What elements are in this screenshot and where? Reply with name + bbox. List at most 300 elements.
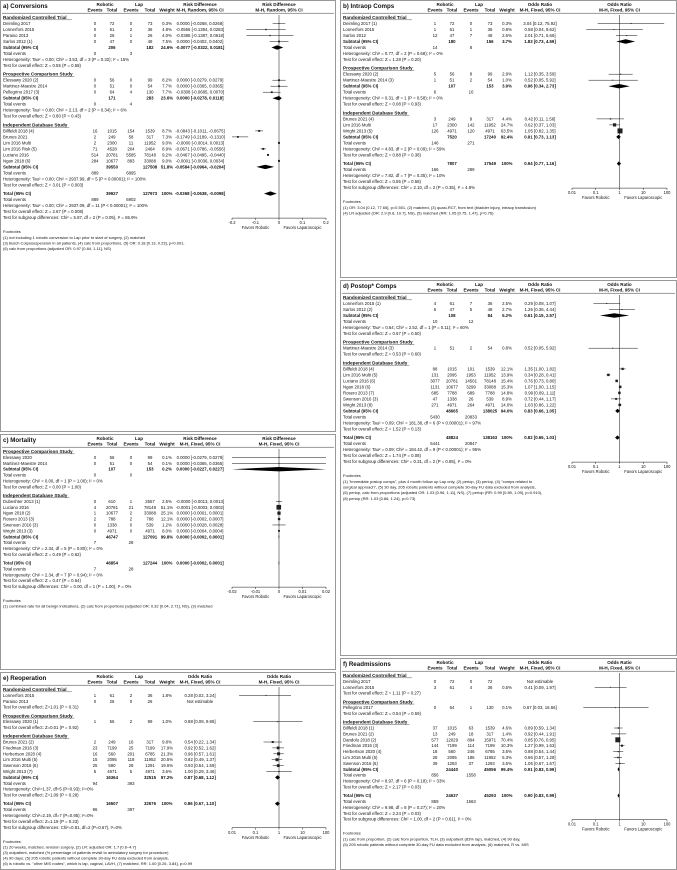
robotic-events: 1131: [430, 384, 440, 390]
robotic-events: 131: [431, 372, 439, 378]
lap-total: 6785: [485, 749, 495, 755]
study-label: Dandolu 2018 (2): [343, 737, 377, 743]
total-events-label: Total events: [3, 170, 26, 176]
point-estimate-square: [615, 380, 618, 383]
study-label: Rosero 2013 (3): [3, 516, 35, 522]
subgroup-heading: Randomized Controlled Trial: [343, 15, 407, 20]
robotic-events: 271: [431, 402, 439, 408]
study-weight: 14.8%: [500, 390, 514, 396]
lap-events: 883: [127, 158, 135, 164]
study-label: Swenson 2016 (3): [343, 396, 378, 402]
subtotal-effect-ci: 0.91 [0.83, 0.99]: [524, 766, 556, 772]
overall-total-lap-total: 32676: [144, 801, 156, 807]
total-events-label: Total events: [343, 441, 366, 447]
subtotal-label: Subtotal (95% CI): [3, 466, 39, 472]
study-effect-ci: 0.28 [0.02, 3.24]: [184, 692, 216, 698]
lap-events: 2: [469, 77, 473, 83]
point-estimate-square: [620, 74, 621, 75]
group2-header: Lap: [134, 674, 144, 679]
subtotal-lap-total: 153: [486, 83, 494, 89]
study-weight: 1.4%: [502, 731, 512, 737]
point-estimate-square: [612, 80, 613, 81]
favors-left-label: Favors Robotic: [581, 826, 610, 832]
robotic-total: 47: [449, 307, 455, 312]
subtotal-lap-total: 138025: [482, 408, 498, 414]
point-estimate-square: [618, 751, 619, 752]
study-label: Elessawy 2020 (1): [3, 719, 39, 725]
overall-total-label: Total (95% CI): [3, 801, 32, 807]
overall-total-robotic-total: 16507: [106, 801, 118, 807]
x-tick-label: 100: [663, 190, 671, 196]
overall-total-robotic-total: 7807: [447, 161, 457, 167]
lap-events: 3299: [466, 384, 476, 390]
study-effect-ci: 0.62 [0.37, 1.03]: [524, 122, 556, 128]
lap-total: 1291: [145, 763, 155, 769]
point-estimate-square: [258, 130, 260, 132]
subtotal-diamond: [618, 767, 620, 771]
favors-left-label: Favors Robotic: [241, 594, 270, 600]
point-estimate-square: [266, 695, 267, 696]
robotic-events: 514: [91, 152, 99, 158]
study-effect-ci: -0.0671 [-0.0786, -0.0556]: [175, 146, 225, 152]
overall-stat: Heterogeneity: Tau² = 0.09; Chi² = 184.42, df = 9 (P < 0.00001); I² = 95%: [343, 447, 482, 453]
subtotal-diamond: [256, 165, 274, 169]
overall-total-weight: 100%: [161, 801, 173, 807]
point-estimate-square: [269, 35, 270, 36]
robotic-events: 0: [93, 89, 97, 95]
overall-total-robotic-total: 48824: [446, 435, 458, 441]
group1-header: Robotic: [436, 282, 454, 287]
study-effect-ci: 0.42 [0.11, 1.56]: [524, 116, 556, 122]
robotic-total: 61: [449, 27, 455, 32]
subgroup-heading: Prospective Comparison Study: [343, 339, 413, 345]
x-tick-label: 0: [277, 589, 281, 595]
lap-events: 689: [467, 390, 475, 396]
lap-total: 4971: [485, 128, 495, 134]
robotic-events: 25: [92, 763, 98, 769]
footnote: (6) calc from proportions (adjusted OR: 0.97 [0.84, 1.11], NS): [3, 246, 111, 252]
events-header-2: Events: [463, 287, 479, 293]
lap-total: 4971: [145, 528, 155, 534]
robotic-events: 88: [432, 366, 438, 372]
footnote: (1) 20 weeks, matched, revision surgery, (2) LR: adjusted OR: 1.7 [0.6–4.7]: [3, 844, 136, 850]
subgroup-heading: Prospective Comparison Study: [343, 65, 413, 71]
footnote: (3) outpatient, matched (% percentage of patients revisit to ambulatory surgery for procedure): [3, 849, 169, 855]
lap-total: 7788: [485, 390, 495, 396]
study-weight: 7.3%: [162, 134, 172, 140]
study-label: Ngan 2018 (6): [3, 158, 31, 164]
robotic-total: 56: [449, 71, 455, 77]
effect-sub-header: M-H, Fixed, 95% CI: [519, 287, 561, 293]
robotic-total: 2095: [107, 757, 117, 763]
point-estimate-square: [607, 374, 609, 376]
overall-stat: Heterogeneity: Chi² = 2.34, df = 7 (P = 0.94); I² = 0%: [3, 572, 103, 578]
robotic-events: 0: [93, 83, 97, 89]
subtotal-label: Subtotal (95% CI): [343, 313, 379, 318]
robotic-total: 249: [448, 731, 456, 737]
lap-events: 2: [129, 27, 133, 32]
study-effect-ci: Not estimable: [186, 698, 214, 704]
subgroup-stat: Heterogeneity: Tau² = 0.09; Chi² = 181.38, df = 6 (P < 0.00001); I² = 97%: [343, 420, 482, 426]
point-estimate-square: [615, 707, 616, 708]
study-weight: 8.0%: [162, 528, 172, 534]
subgroup-heading: Randomized Controlled Trial: [343, 673, 407, 678]
effect-header: Odds Ratio: [527, 2, 553, 7]
study-weight: 4.6%: [502, 725, 512, 731]
subgroup-stat: Heterogeneity: Chi² = 0.77, df = 2 (P = 0.68); I² = 0%: [343, 51, 443, 56]
total-events-label: Total events: [343, 798, 366, 804]
lap-events: 201: [127, 751, 135, 757]
footnote: (3) Burch Colposuspension in all patients, (4) calc from proportions, (5) OR: 0.18 [0.13, 0.23], p<0.001,: [3, 240, 185, 246]
overall-total-label: Total (95% CI): [343, 435, 372, 441]
x-tick-label: 10: [640, 190, 646, 196]
lap-total: 4971: [145, 769, 155, 775]
study-effect-ci: 0.88 [0.54, 1.44]: [524, 749, 556, 755]
robotic-events: 0: [433, 678, 437, 684]
lap-events: 0: [129, 460, 133, 466]
lap-events: 1: [469, 27, 473, 32]
study-effect-ci: 0.0000 [-0.0279, 0.0279]: [176, 454, 224, 460]
x-tick-label: 0: [277, 220, 281, 226]
robotic-events: 39: [432, 760, 438, 766]
effect-sub-header: M-H, Fixed, 95% CI: [519, 665, 561, 671]
study-label: Ngan 2018 (2): [3, 510, 31, 516]
study-effect-ci: 0.54 [0.22, 1.34]: [184, 739, 216, 745]
overall-total-effect-ci: 0.90 [0.83, 0.99]: [524, 793, 556, 799]
study-effect-ci: 0.0000 [-0.0001, 0.0001]: [176, 510, 224, 516]
effect-sub-header: M-H, Fixed, 95% CI: [519, 7, 561, 13]
footnote: (6) periop, calc from proportions (adjusted OR: 1.03 [0.96, 1.11], NS), (7) periop (RR: 0.99 [0.89, 1.09], p=0.910),: [343, 490, 543, 496]
group1-header: Robotic: [96, 674, 114, 679]
study-label: Wright 2013 (5): [343, 128, 373, 134]
lap-total: 73: [147, 21, 153, 26]
subtotal-weight: 3.9%: [502, 83, 512, 89]
robotic-total: 61: [449, 301, 455, 306]
subtotal-effect-ci: 0.87 [0.68, 1.12]: [184, 774, 216, 780]
subtotal-robotic-total: 24440: [446, 766, 458, 772]
total-events-robotic: 889: [91, 197, 99, 203]
robotic-total: 4971: [107, 528, 117, 534]
subtotal-weight: 23.6%: [160, 95, 174, 101]
study-weight: 3.5%: [502, 760, 512, 766]
study-label: Deimling 2017: [343, 678, 371, 684]
total-events-lap: 1558: [466, 772, 476, 778]
subgroup-heading: Prospective Comparison Study: [343, 699, 413, 705]
robotic-events: 0: [433, 705, 437, 711]
lap-total: 1539: [485, 725, 495, 731]
overall-total-weight: 100%: [501, 793, 513, 799]
study-label: Lim 2016 Multi: [3, 140, 31, 146]
robotic-events: 284: [91, 158, 99, 164]
point-estimate-square: [613, 29, 614, 30]
subgroup-stat: Test for overall effect: Z=0.01 (P = 0.92): [3, 725, 79, 731]
subtotal-diamond: [616, 135, 621, 139]
x-tick-label: 100: [663, 821, 671, 827]
lap-total: 7199: [145, 745, 155, 751]
lap-total: 539: [146, 522, 154, 528]
subtotal-lap-total: 153: [146, 466, 154, 472]
robotic-total: 1338: [447, 396, 457, 402]
robotic-events: 13: [432, 731, 438, 737]
study-weight: 1.2%: [162, 522, 172, 528]
total-events-lap: 289: [467, 167, 475, 173]
footnote: (1) calc from proportion, (2) calc from proportion, TLH, (3) outpatient (83% lap), matched, (4) 90 day,: [343, 836, 521, 842]
robotic-total: 26: [109, 698, 115, 704]
robotic-total: 7788: [447, 390, 457, 396]
overall-stat: Test for overall effect: Z = 2.67 (P = 0.008): [3, 209, 84, 215]
lap-events: 18: [468, 731, 474, 737]
panel-title: e) Reoperation: [3, 675, 47, 682]
total-header-2: Total: [484, 287, 496, 293]
lap-total: 317: [486, 116, 494, 122]
subtotal-lap-total: 182: [146, 45, 154, 50]
study-label: Elessawy 2020: [3, 454, 32, 460]
plot-effect-header: Odds Ratio: [607, 2, 632, 7]
study-label: Luciano 2016: [3, 504, 29, 510]
plot-marks: [239, 687, 302, 828]
point-estimate-square: [610, 118, 611, 119]
robotic-total: 56: [109, 719, 115, 725]
effect-header: Odds Ratio: [527, 660, 553, 665]
favors-right-label: Favors Laparoscopic: [624, 469, 663, 475]
robotic-events: 0: [93, 27, 97, 32]
subtotal-weight: 5.2%: [502, 313, 512, 318]
study-label: Herbertson 2020 (4): [343, 749, 382, 755]
overall-total-weight: 100%: [501, 161, 513, 167]
favors-right-label: Favors Laparoscopic: [283, 834, 322, 840]
panel-title: f) Readmissions: [343, 661, 391, 668]
total-events-label: Total events: [3, 566, 26, 572]
robotic-events: 18: [432, 749, 438, 755]
subtotal-robotic-total: 206: [108, 45, 116, 50]
subgroup-heading: Independent Database Study: [3, 122, 68, 128]
total-events-lap: 3: [129, 51, 133, 56]
overall-total-effect-ci: -0.0368 [-0.0638, -0.0098]: [174, 191, 226, 197]
study-label: Elessawy 2020 (2): [343, 71, 379, 77]
subtotal-weight: 24.6%: [160, 45, 174, 50]
study-weight: 12.1%: [500, 366, 514, 372]
lap-events: 142: [467, 122, 475, 128]
subgroup-stat: Heterogeneity: Tau² = 0.00; Chi² = 3.53, df = 3 (P = 0.32); I² = 15%: [3, 57, 130, 62]
footnote: (1) OR: 3.04 [0.12, 77.65], p=0.501, (2) matched, (3) quasi-RCT, from text (bladder injury, intraop transfusion): [343, 204, 537, 210]
plot-marks: [586, 15, 664, 188]
total-events-robotic: 96: [92, 807, 98, 813]
robotic-events: 0: [93, 698, 97, 704]
x-tick-label: 0.01: [228, 829, 236, 835]
total-events-robotic: 94: [92, 780, 98, 786]
study-weight: 5.3%: [502, 755, 512, 761]
study-weight: 4.4%: [502, 116, 512, 122]
point-estimate-square: [619, 404, 621, 406]
lap-events: 4: [469, 684, 473, 690]
study-weight: 20.5%: [160, 757, 174, 763]
robotic-total: 64: [449, 705, 455, 711]
lap-total: 78148: [144, 504, 156, 510]
robotic-events: 16: [92, 128, 98, 134]
total-events-lap: 20847: [465, 441, 477, 447]
lap-events: 5: [469, 307, 473, 312]
x-tick-label: 0.01: [568, 821, 576, 827]
panel-title: d) Postop* Comps: [343, 283, 397, 290]
lap-events: 16: [128, 739, 134, 745]
x-tick-label: 10: [640, 821, 646, 827]
total-header-2: Total: [144, 441, 156, 447]
group2-header: Lap: [474, 660, 484, 665]
plot-effect-header: Odds Ratio: [607, 660, 632, 665]
x-tick-label: 1: [618, 190, 621, 196]
forest-panel-c: [1, 435, 336, 670]
point-estimate-square: [621, 309, 622, 310]
study-effect-ci: 0.82 [0.49, 1.37]: [184, 757, 216, 763]
study-label: Wright 2013 (3): [3, 528, 33, 534]
subgroup-heading: Independent Database Study: [343, 360, 408, 366]
study-label: Wright 2013 (7): [3, 769, 33, 775]
study-effect-ci: 0.41 [0.09, 1.97]: [524, 684, 556, 690]
overall-stat: Test for overall effect: Z = 0.47 (P = 0.64): [3, 578, 81, 584]
robotic-events: 3077: [430, 378, 440, 384]
total-header-2: Total: [484, 7, 496, 13]
total-events-label: Total events: [3, 807, 26, 813]
footnote: (4) 90 days, (5) 205 robotic patients without complete 30-day FU data excluded from analysis,: [3, 855, 169, 861]
study-weight: 0.5%: [502, 684, 512, 690]
robotic-total: 7199: [107, 745, 117, 751]
study-weight: 8.7%: [162, 128, 172, 134]
study-weight: 63.5%: [500, 128, 514, 134]
robotic-events: 5: [433, 71, 437, 77]
lap-total: 54: [487, 345, 493, 351]
robotic-events: 5: [93, 769, 97, 775]
lap-total: 11952: [484, 755, 496, 761]
lap-total: 54: [487, 77, 493, 83]
point-estimate-square: [271, 91, 273, 93]
overall-stat: Heterogeneity: Chi²=2.19, df=7 (P=0.95); I²=0%: [3, 812, 94, 818]
lap-total: 26: [147, 698, 153, 704]
study-effect-ci: 0.72 [0.44, 1.17]: [524, 396, 556, 402]
subgroup-heading: Randomized Controlled Trial: [343, 295, 407, 300]
footnote: (6) is robotic vs. "other MIS routes", which is lap, vaginal, LAVH, (7) matched, RR: 1.00 [0.26, 3.84], p=0.99: [3, 861, 193, 867]
robotic-total: 20781: [106, 504, 118, 510]
point-estimate-square: [618, 727, 619, 728]
robotic-total: 20781: [446, 378, 458, 384]
study-weight: 0.8%: [502, 27, 512, 32]
footnote: (8) periop (RR: 1.03 [0.86, 1.24], p=0.73): [343, 495, 416, 501]
weight-header: Weight: [159, 441, 175, 447]
lap-events: 101: [467, 366, 475, 372]
subtotal-lap-total: 156: [486, 39, 494, 44]
plot-effect-sub-header: M-H, Fixed, 95% CI: [599, 665, 640, 671]
study-label: Dubeshter 2013 (1): [3, 498, 41, 504]
x-tick-label: 0.01: [298, 589, 307, 595]
overall-total-robotic-total: 46854: [106, 560, 118, 566]
robotic-events: 28: [432, 755, 438, 761]
forest-panel-b: [341, 1, 677, 278]
total-events-lap: 4: [129, 101, 133, 107]
total-events-lap: 271: [467, 140, 475, 146]
point-estimate-square: [267, 154, 269, 156]
lap-total: 317: [146, 134, 154, 140]
lap-total: 788: [146, 516, 154, 522]
robotic-total: 590: [108, 763, 116, 769]
subgroup-stat: Heterogeneity: Chi² = 0.31, df = 1 (P = 0.58); I² = 0%: [343, 95, 443, 101]
lap-events: 58: [128, 134, 134, 140]
lap-events: 26: [468, 396, 474, 402]
robotic-events: 577: [431, 737, 439, 743]
robotic-total: 47: [109, 39, 115, 44]
overall-stat: Heterogeneity: Tau² = 0.00; Chi² = 2937.09, df = 11 (P < 0.00001); I² = 100%: [3, 203, 148, 209]
subgroup-heading: Randomized Controlled Trial: [3, 687, 67, 692]
lap-events: 1: [129, 33, 133, 38]
study-label: Friedman 2016 (3): [343, 743, 379, 749]
subgroup-stat: Test for overall effect: Z = 0.53 (P = 0.60): [343, 351, 421, 357]
lap-events: 2: [129, 510, 133, 516]
subtotal-weight: 92.4%: [500, 134, 514, 140]
robotic-events: 6: [433, 307, 437, 312]
study-weight: 10.3%: [500, 743, 514, 749]
subtotal-effect-ci: 1.83 [0.73, 4.59]: [524, 39, 556, 44]
total-events-robotic: 889: [91, 170, 99, 176]
study-effect-ci: 0.0000 [-0.0028, 0.0028]: [176, 522, 224, 528]
study-effect-ci: 0.86 [0.57, 1.28]: [524, 755, 556, 761]
robotic-events: 2: [93, 516, 97, 522]
total-events-label: Total events: [343, 319, 366, 324]
weight-header: Weight: [499, 7, 515, 13]
robotic-total: 2300: [447, 122, 457, 128]
overall-total-effect-ci: 0.94 [0.77, 1.16]: [524, 161, 556, 167]
study-label: Martinez-Maestre 2014 (3): [343, 77, 394, 83]
study-weight: 0.3%: [162, 21, 172, 26]
study-weight: 70.4%: [500, 737, 514, 743]
study-label: Sarlos 2012 (1): [3, 39, 33, 44]
subtotal-weight: 99.8%: [160, 534, 174, 540]
weight-header: Weight: [499, 665, 515, 671]
subgroup-stat: Heterogeneity: Chi² = 2.34, df = 5 (P = 0.80); I² = 0%: [3, 546, 103, 552]
lap-total: 99: [147, 719, 153, 725]
study-label: Swenson 2016 (3): [3, 522, 38, 528]
plot-effect-sub-header: M-H, Fixed, 95% CI: [258, 441, 300, 447]
lap-total: 54: [147, 83, 153, 89]
total-events-robotic: 14: [432, 45, 438, 50]
plot-marks: [232, 449, 326, 587]
lap-events: 0: [469, 21, 473, 26]
footnote: Footnotes: [3, 598, 21, 604]
study-effect-ci: 0.92 [0.52, 1.62]: [184, 745, 216, 751]
robotic-total: 7199: [447, 743, 457, 749]
subgroup-stat: Test for overall effect: Z = 0.00 (P = 1.00): [3, 484, 81, 490]
robotic-total: 26: [109, 33, 115, 38]
robotic-total: 72: [109, 21, 115, 26]
robotic-events: 2: [93, 739, 97, 745]
total-events-lap: 28: [128, 540, 134, 546]
total-events-robotic: 166: [431, 167, 439, 173]
subtotal-robotic-total: 171: [108, 95, 116, 101]
lap-total: 11952: [484, 122, 496, 128]
study-effect-ci: 0.0000 [-0.0279, 0.0279]: [176, 77, 224, 83]
x-tick-label: -0.1: [251, 220, 260, 226]
lap-total: 317: [486, 731, 494, 737]
total-events-lap: 8: [469, 45, 473, 50]
lap-events: 21: [128, 504, 134, 510]
study-label: Deimling 2017 (1): [343, 21, 377, 26]
total-header-2: Total: [484, 665, 496, 671]
study-label: Brunes 2021 (4): [343, 116, 374, 122]
lap-total: 36: [147, 692, 153, 698]
plot-effect-header: Risk Difference: [262, 436, 296, 441]
total-events-label: Total events: [3, 101, 26, 107]
subgroup-stat: Test for overall effect: Z = 0.67 (P = 0.50): [343, 331, 421, 336]
robotic-events: 0: [93, 39, 97, 44]
lap-total: 36: [487, 301, 493, 306]
lap-total: 48: [147, 39, 153, 44]
